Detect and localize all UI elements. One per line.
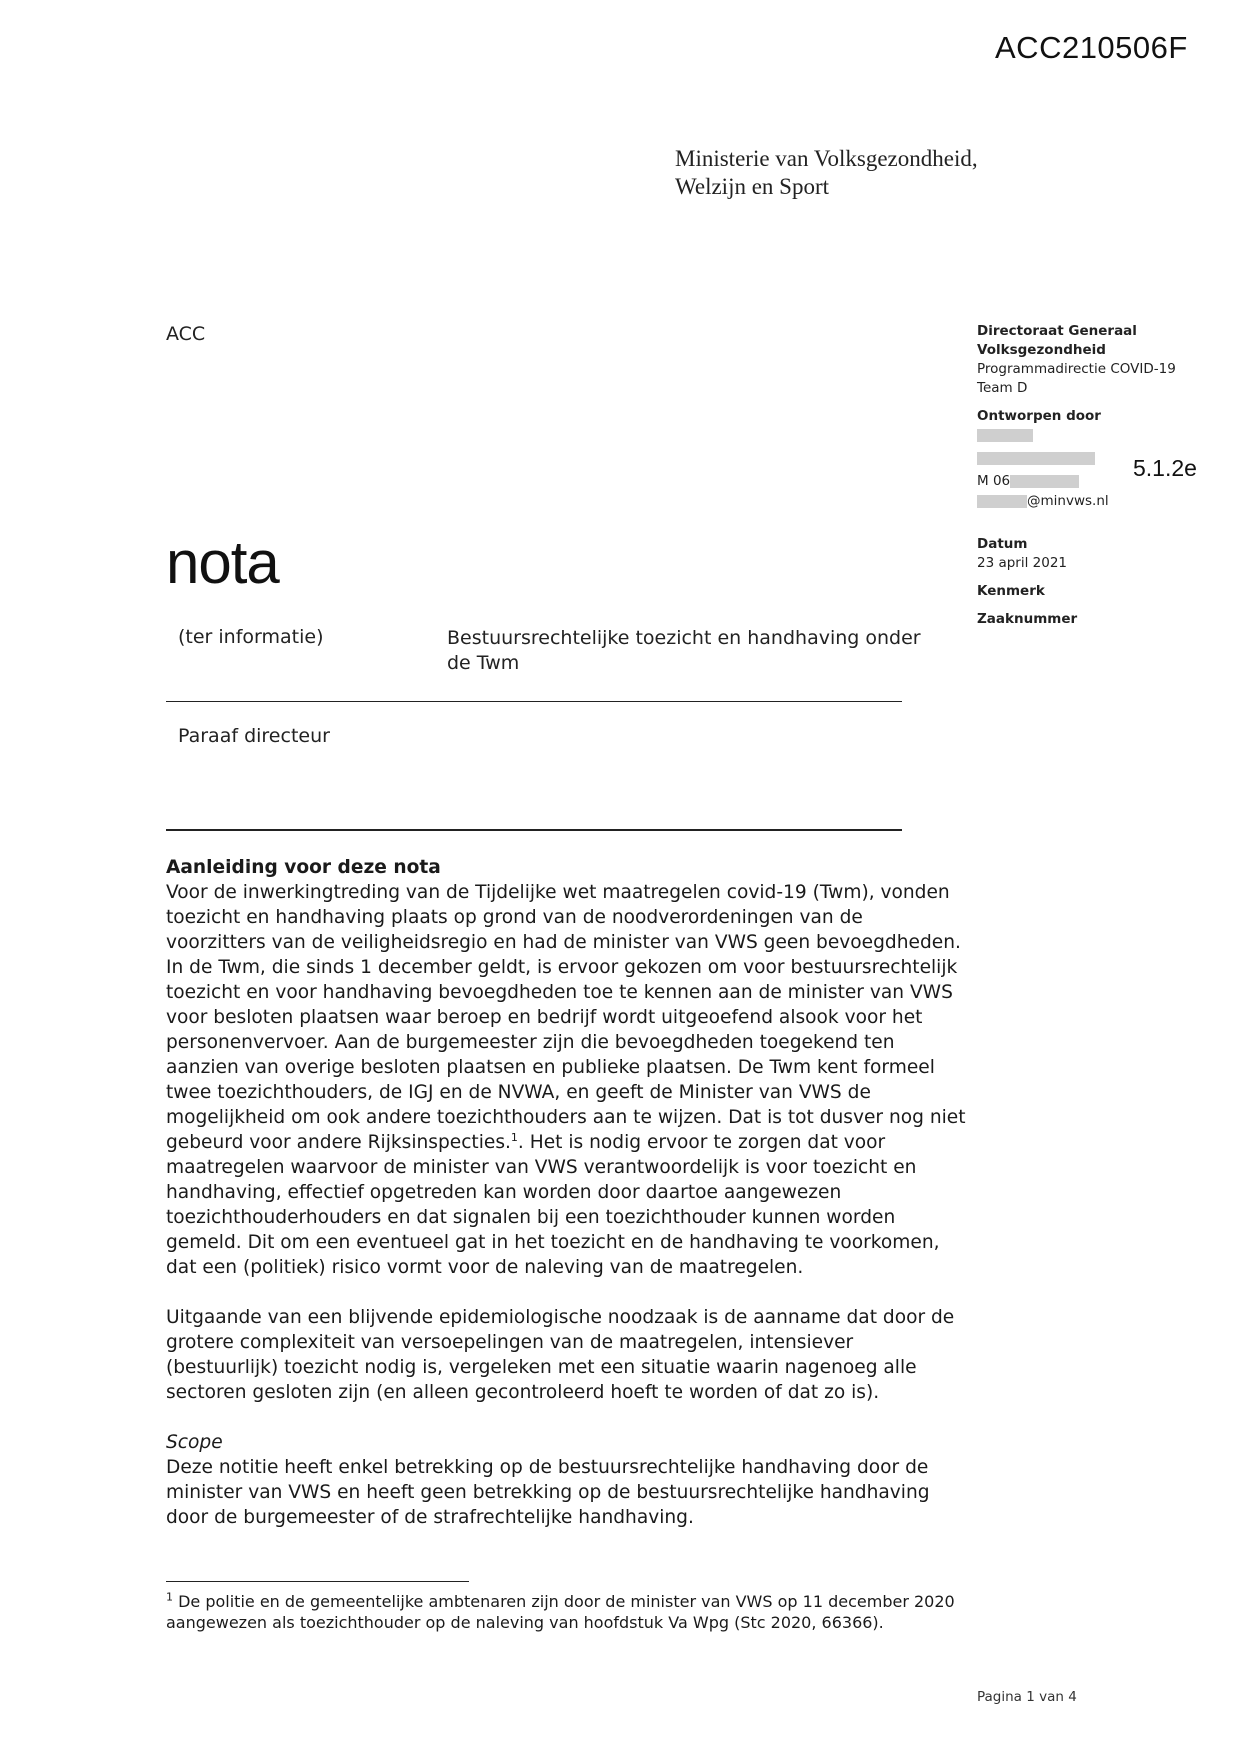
reference-label: Kenmerk bbox=[977, 583, 1045, 599]
document-code: ACC210506F bbox=[995, 30, 1188, 65]
redaction-code: 5.1.2e bbox=[1133, 455, 1197, 481]
redaction-name bbox=[977, 429, 1033, 442]
page-number: Pagina 1 van 4 bbox=[977, 1689, 1077, 1705]
redaction-function bbox=[977, 452, 1095, 465]
section-heading: Aanleiding voor deze nota bbox=[166, 857, 441, 878]
ministry-line-2: Welzijn en Sport bbox=[675, 174, 830, 199]
mobile-prefix: M 06 bbox=[977, 473, 1011, 489]
scope-paragraph: Deze notitie heeft enkel betrekking op de bestuursrechtelijke handhaving door de minister van VWS en heeft geen betrekking op de bestuursrechtelijke handhaving door de burgemeester of de strafrechtelijke handhaving. bbox=[166, 1457, 930, 1528]
unit-line-2: Team D bbox=[977, 380, 1028, 396]
purpose: (ter informatie) bbox=[178, 626, 324, 648]
ministry-line-1: Ministerie van Volksgezondheid, bbox=[675, 146, 978, 171]
paragraph-1: Voor de inwerkingtreding van de Tijdelijke wet maatregelen covid-19 (Twm), vonden toezicht en handhaving plaats op grond van de noodverordeningen van de voorzitters van de veiligheidsregio en had de minister van VWS geen bevoegdheden. In de Twm, die sinds 1 december geldt, is ervoor gekozen om voor bestuursrechtelijk toezicht en voor handhaving bevoegdheden toe te kennen aan de minister van VWS voor besloten plaatsen waar beroep en bedrijf wordt uitgeoefend alsook voor het personenvervoer. Aan de burgemeester zijn die bevoegdheden toegekend ten aanzien van overige besloten plaatsen en publieke plaatsen. De Twm kent formeel twee toezichthouders, de IGJ en de NVWA, en geeft de Minister van VWS de mogelijkheid om ook andere toezichthouders aan te wijzen. Dat is tot dusver nog niet gebeurd voor andere Rijksinspecties.$^1$. Het is nodig ervoor te zorgen dat voor maatregelen waarvoor de minister van VWS verantwoordelijk is voor toezicht en handhaving, effectief opgetreden kan worden door daartoe aangewezen toezichthouderhouders en dat signalen bij een toezichthouder kunnen worden gemeld. Dit om een eventueel gat in het toezicht en de handhaving te voorkomen, dat een (politiek) risico vormt voor de naleving van de maatregelen. bbox=[166, 882, 966, 1278]
paraaf-label: Paraaf directeur bbox=[178, 725, 330, 747]
recipient: ACC bbox=[166, 323, 206, 345]
footnote-text: De politie en de gemeentelijke ambtenaren zijn door de minister van VWS op 11 december 2020 aangewezen als toezichthouder op de naleving van hoofdstuk Va Wpg (Stc 2020, 66366). bbox=[166, 1592, 955, 1632]
redaction-email bbox=[977, 495, 1027, 508]
ministry-logo-text bbox=[675, 145, 978, 201]
divider-top bbox=[166, 701, 902, 702]
designed-by-label: Ontworpen door bbox=[977, 408, 1101, 424]
footnote bbox=[166, 1591, 966, 1633]
unit-line-1: Programmadirectie COVID-19 bbox=[977, 361, 1176, 377]
footnote-reference: 1 bbox=[510, 1130, 518, 1144]
scope-heading: Scope bbox=[166, 1432, 223, 1453]
org-line-1: Directoraat Generaal bbox=[977, 323, 1137, 339]
document-title: nota bbox=[166, 529, 279, 596]
date-label: Datum bbox=[977, 536, 1028, 552]
divider-bottom bbox=[166, 829, 902, 831]
date-value: 23 april 2021 bbox=[977, 555, 1068, 571]
redaction-phone bbox=[1010, 475, 1079, 488]
email-suffix: @minvws.nl bbox=[1027, 493, 1109, 509]
footnote-number: 1 bbox=[166, 1590, 173, 1604]
org-line-2: Volksgezondheid bbox=[977, 342, 1106, 358]
body-text bbox=[166, 855, 966, 1530]
case-number-label: Zaaknummer bbox=[977, 611, 1078, 627]
footnote-divider bbox=[166, 1581, 469, 1582]
paragraph-2: Uitgaande van een blijvende epidemiologische noodzaak is de aanname dat door de grotere complexiteit van versoepelingen van de maatregelen, intensiever (bestuurlijk) toezicht nodig is, vergeleken met een situatie waarin nagenoeg alle sectoren gesloten zijn (en alleen gecontroleerd hoeft te worden of dat zo is). bbox=[166, 1307, 955, 1403]
subject: Bestuursrechtelijke toezicht en handhaving onder de Twm bbox=[447, 627, 921, 674]
